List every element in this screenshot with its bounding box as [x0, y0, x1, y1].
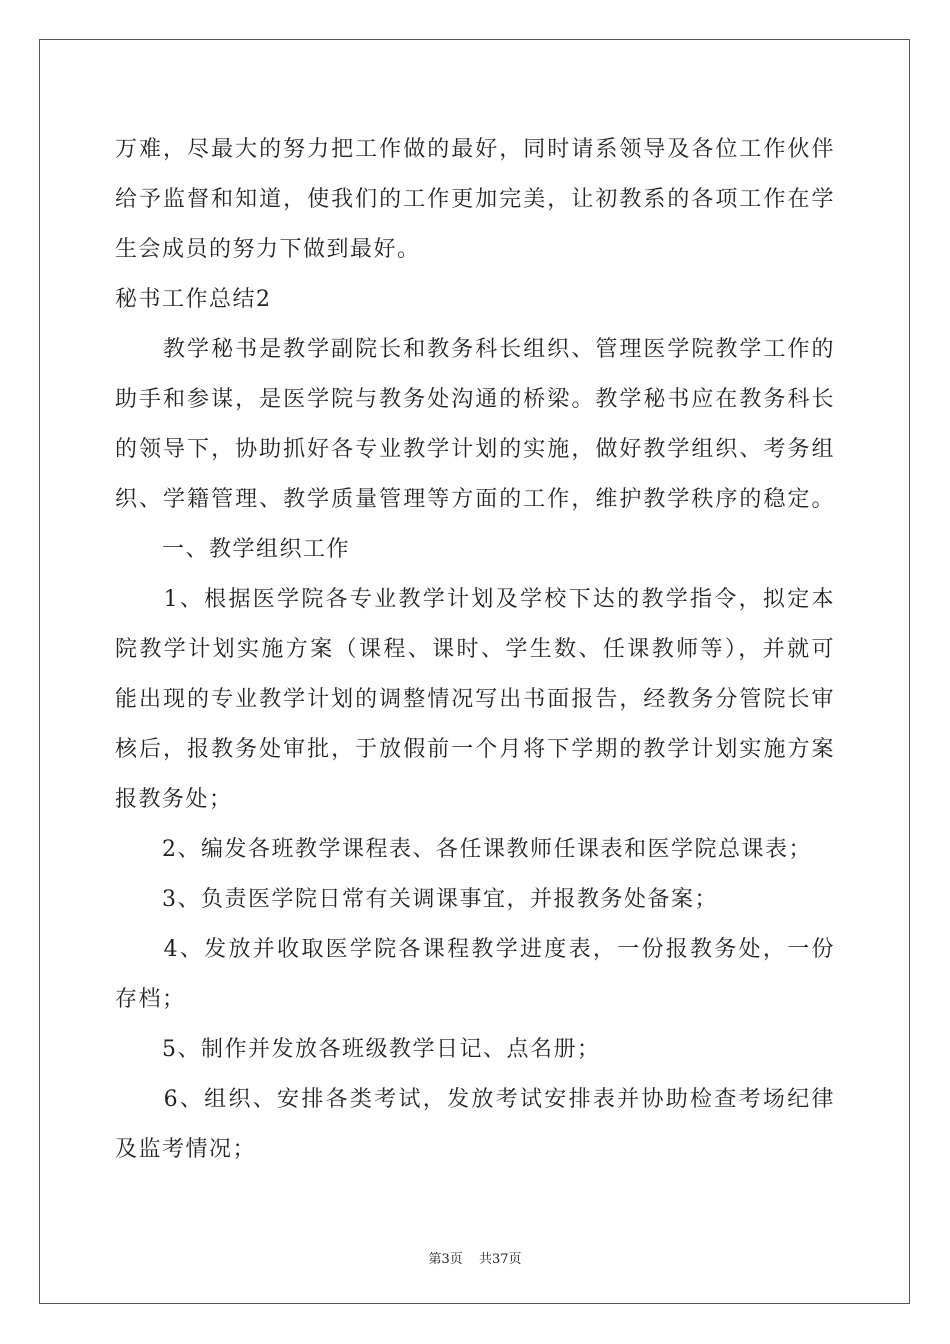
text-line: 2、编发各班教学课程表、各任课教师任课表和医学院总课表； [115, 837, 812, 862]
text-line: 核后，报教务处审批，于放假前一个月将下学期的教学计划实施方案 [115, 737, 835, 762]
text-line: 报教务处； [115, 787, 233, 812]
text-line: 织、学籍管理、教学质量管理等方面的工作，维护教学秩序的稳定。 [115, 487, 835, 512]
text-line: 存档； [115, 987, 186, 1012]
text-line: 及监考情况； [115, 1137, 257, 1162]
page-number: 第3页 [428, 1252, 463, 1267]
text-line: 能出现的专业教学计划的调整情况写出书面报告，经教务分管院长审 [115, 687, 835, 712]
text-line: 院教学计划实施方案（课程、课时、学生数、任课教师等），并就可 [115, 637, 835, 662]
subheading: 一、教学组织工作 [115, 537, 351, 562]
text-line: 给予监督和知道，使我们的工作更加完美，让初教系的各项工作在学 [115, 187, 835, 212]
page-total: 共37页 [478, 1252, 522, 1267]
text-line: 万难，尽最大的努力把工作做的最好，同时请系领导及各位工作伙伴 [115, 137, 835, 162]
text-line: 4、发放并收取医学院各课程教学进度表，一份报教务处，一份 [115, 937, 835, 962]
page-footer [0, 1252, 950, 1268]
text-line: 助手和参谋，是医学院与教务处沟通的桥梁。教学秘书应在教务科长 [115, 387, 835, 412]
text-line: 5、制作并发放各班级教学日记、点名册； [115, 1037, 601, 1062]
page-border [39, 39, 910, 1304]
section-heading: 秘书工作总结2 [115, 287, 272, 312]
text-line: 1、根据医学院各专业教学计划及学校下达的教学指令，拟定本 [115, 587, 835, 612]
text-line: 3、负责医学院日常有关调课事宜，并报教务处备案； [115, 887, 718, 912]
text-line: 6、组织、安排各类考试，发放考试安排表并协助检查考场纪律 [115, 1087, 835, 1112]
text-line: 教学秘书是教学副院长和教务科长组织、管理医学院教学工作的 [115, 337, 835, 362]
text-line: 生会成员的努力下做到最好。 [115, 237, 421, 262]
text-line: 的领导下，协助抓好各专业教学计划的实施，做好教学组织、考务组 [115, 437, 835, 462]
